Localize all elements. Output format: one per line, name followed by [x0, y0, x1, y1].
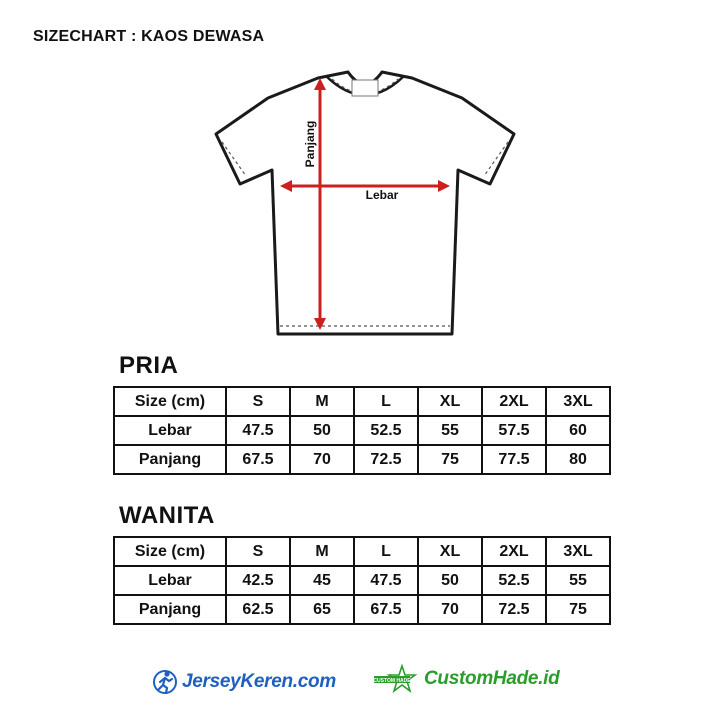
runner-icon [152, 668, 178, 696]
page-title: SIZECHART : KAOS DEWASA [33, 28, 265, 45]
value-cell: 50 [290, 416, 354, 445]
header-cell: M [290, 387, 354, 416]
row-label: Lebar [114, 566, 226, 595]
customhade-logo [372, 664, 559, 694]
value-cell: 65 [290, 595, 354, 624]
value-cell: 55 [546, 566, 610, 595]
table-header-row [114, 387, 610, 416]
value-cell: 67.5 [354, 595, 418, 624]
value-cell: 47.5 [226, 416, 290, 445]
header-cell: Size (cm) [114, 537, 226, 566]
value-cell: 45 [290, 566, 354, 595]
row-label: Lebar [114, 416, 226, 445]
width-label: Lebar [365, 188, 399, 202]
header-cell: L [354, 387, 418, 416]
header-cell: XL [418, 537, 482, 566]
section-wanita-label: WANITA [119, 502, 215, 529]
header-cell: 2XL [482, 387, 546, 416]
section-pria-label: PRIA [119, 352, 179, 379]
neck-tag [352, 80, 378, 96]
value-cell: 60 [546, 416, 610, 445]
value-cell: 77.5 [482, 445, 546, 474]
table-row [114, 416, 610, 445]
table-row [114, 595, 610, 624]
header-cell: XL [418, 387, 482, 416]
value-cell: 47.5 [354, 566, 418, 595]
header-cell: S [226, 537, 290, 566]
header-cell: S [226, 387, 290, 416]
value-cell: 70 [290, 445, 354, 474]
tshirt-outline [216, 72, 514, 334]
value-cell: 50 [418, 566, 482, 595]
star-badge-icon [372, 664, 420, 694]
header-cell: M [290, 537, 354, 566]
customhade-text: CustomHade.id [424, 668, 560, 689]
value-cell: 52.5 [482, 566, 546, 595]
value-cell: 75 [546, 595, 610, 624]
value-cell: 42.5 [226, 566, 290, 595]
value-cell: 72.5 [354, 445, 418, 474]
tshirt-diagram [200, 62, 530, 342]
value-cell: 57.5 [482, 416, 546, 445]
value-cell: 55 [418, 416, 482, 445]
value-cell: 80 [546, 445, 610, 474]
value-cell: 52.5 [354, 416, 418, 445]
value-cell: 67.5 [226, 445, 290, 474]
row-label: Panjang [114, 595, 226, 624]
table-row [114, 566, 610, 595]
jerseykeren-text: JerseyKeren.com [182, 671, 336, 692]
custom-badge-text: CUSTOM HADE [373, 678, 411, 684]
row-label: Panjang [114, 445, 226, 474]
table-row [114, 445, 610, 474]
value-cell: 72.5 [482, 595, 546, 624]
header-cell: L [354, 537, 418, 566]
length-label: Panjang [303, 120, 317, 168]
size-table-pria [113, 386, 611, 475]
value-cell: 70 [418, 595, 482, 624]
header-cell: 3XL [546, 537, 610, 566]
header-cell: 3XL [546, 387, 610, 416]
size-table-wanita [113, 536, 611, 625]
header-cell: Size (cm) [114, 387, 226, 416]
table-header-row [114, 537, 610, 566]
value-cell: 75 [418, 445, 482, 474]
jerseykeren-logo [152, 668, 336, 696]
header-cell: 2XL [482, 537, 546, 566]
value-cell: 62.5 [226, 595, 290, 624]
